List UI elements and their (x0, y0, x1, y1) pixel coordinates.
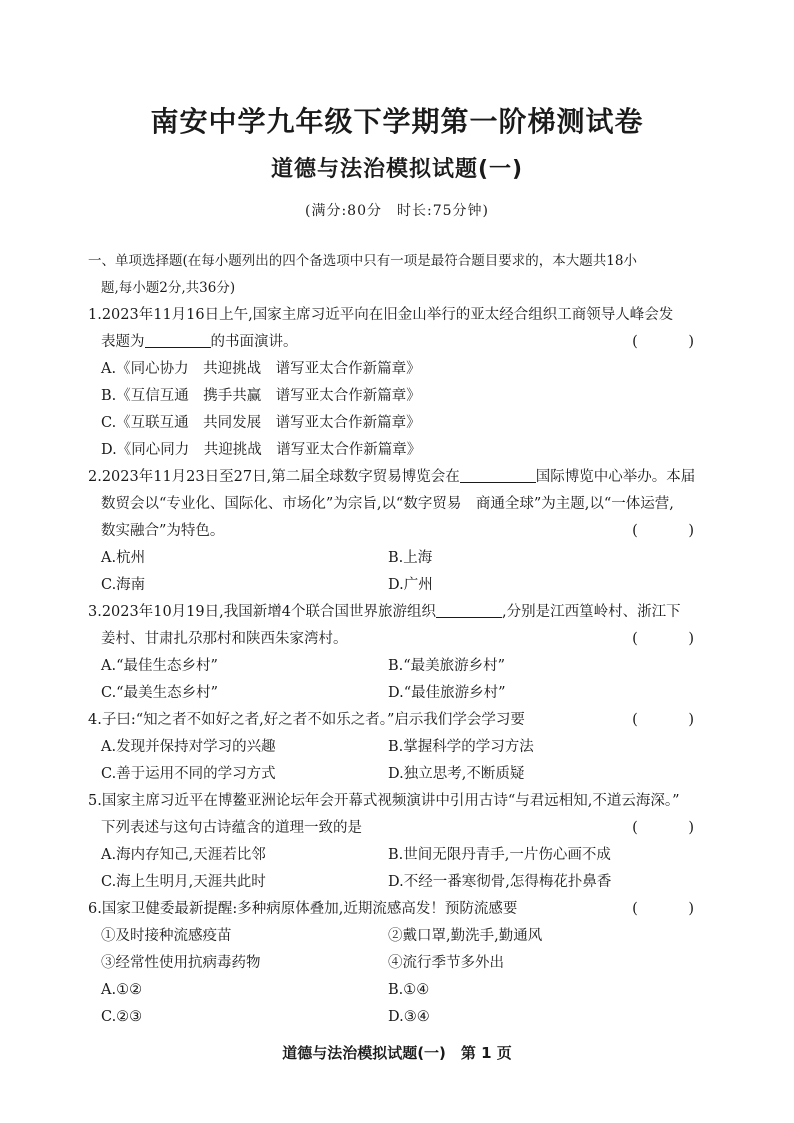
q6-items-row1 (88, 923, 728, 950)
q5-option-b: B.世间无限丹青手,一片伤心画不成 (388, 847, 611, 863)
q3-option-b: B.“最美旅游乡村” (388, 658, 506, 674)
q1-answer-paren: ( ) (632, 334, 712, 350)
q2-stem: 2.2023年11月23日至27日,第二届全球数字贸易博览会在 国际博览中心举办。本届 (88, 464, 728, 491)
q4-option-c: C.善于运用不同的学习方式 (101, 766, 276, 782)
q4-options-row2 (88, 761, 728, 788)
q2-option-a: A.杭州 (101, 550, 146, 566)
q1-option-a: A.《同心协力 共迎挑战 谱写亚太合作新篇章》 (101, 361, 421, 377)
page-title: 南安中学九年级下学期第一阶梯测试卷 (150, 105, 644, 138)
q6-answer-paren: ( ) (632, 901, 712, 917)
q5-answer-paren: ( ) (632, 820, 712, 836)
q3-option-c: C.“最美生态乡村” (101, 685, 219, 701)
q3-stem: 3.2023年10月19日,我国新增4个联合国世界旅游组织 ,分别是江西篁岭村、浙江下 (88, 599, 728, 626)
page-footer: 道德与法治模拟试题(一) 第 1 页 (282, 1044, 512, 1062)
q5-option-a: A.海内存知己,天涯若比邻 (101, 847, 266, 863)
q4-options-row1 (88, 734, 728, 761)
q1-stem: 1.2023年11月16日上午,国家主席习近平向在旧金山举行的亚太经合组织工商领导人峰会发 (88, 307, 674, 323)
q6-options-row1 (88, 977, 728, 1004)
q3-option-d: D.“最佳旅游乡村” (388, 685, 506, 701)
q1-option-c: C.《互联互通 共同发展 谱写亚太合作新篇章》 (101, 415, 421, 431)
q5-options-row1 (88, 842, 728, 869)
q1-option-d: D.《同心同力 共迎挑战 谱写亚太合作新篇章》 (101, 442, 422, 458)
q6-item-2: ②戴口罩,勤洗手,勤通风 (388, 928, 543, 944)
q4-option-b: B.掌握科学的学习方法 (388, 739, 534, 755)
section-heading-cont: 题,每小题2分,共36分) (101, 280, 236, 296)
q3-blank (436, 601, 502, 618)
q2-option-d: D.广州 (388, 577, 433, 593)
q4-option-a: A.发现并保持对学习的兴趣 (101, 739, 276, 755)
q3-answer-paren: ( ) (632, 631, 712, 647)
q5-option-d: D.不经一番寒彻骨,怎得梅花扑鼻香 (388, 874, 612, 890)
q5-stem: 5.国家主席习近平在博鳌亚洲论坛年会开幕式视频演讲中引用古诗“与君远相知,不道云海深。” (88, 793, 680, 809)
q3-stem-cont: 姜村、甘肃扎尕那村和陕西朱家湾村。 ( ) (88, 626, 728, 653)
q1-option-b: B.《互信互通 携手共赢 谱写亚太合作新篇章》 (101, 388, 421, 404)
q1-blank (145, 331, 211, 348)
q5-option-c: C.海上生明月,天涯共此时 (101, 874, 266, 890)
exam-meta: (满分:80分 时长:75分钟) (305, 203, 489, 219)
q4-option-d: D.独立思考,不断质疑 (388, 766, 525, 782)
question-list (88, 248, 728, 1031)
q3-option-a: A.“最佳生态乡村” (101, 658, 218, 674)
q6-item-4: ④流行季节多外出 (388, 955, 504, 971)
q6-option-b: B.①④ (388, 982, 430, 998)
q2-options-row1 (88, 545, 728, 572)
q2-option-b: B.上海 (388, 550, 433, 566)
q6-stem: 6.国家卫健委最新提醒:多种病原体叠加,近期流感高发！预防流感要 ( ) (88, 896, 728, 923)
q3-options-row2 (88, 680, 728, 707)
q6-option-c: C.②③ (101, 1009, 143, 1025)
q6-option-a: A.①② (101, 982, 143, 998)
q1-stem-cont: 表题为 的书面演讲。 ( ) (88, 329, 728, 356)
q5-stem-cont: 下列表述与这句古诗蕴含的道理一致的是 ( ) (88, 815, 728, 842)
q6-item-1: ①及时接种流感疫苗 (101, 928, 232, 944)
q2-stem-cont: 数贸会以“专业化、国际化、市场化”为宗旨,以“数字贸易 商通全球”为主题,以“一体运营, (101, 496, 674, 512)
q6-item-3: ③经常性使用抗病毒药物 (101, 955, 261, 971)
q2-options-row2 (88, 572, 728, 599)
q2-blank (460, 466, 536, 483)
q3-options-row1 (88, 653, 728, 680)
page-subtitle: 道德与法治模拟试题(一) (270, 157, 524, 182)
q6-options-row2 (88, 1004, 728, 1031)
section-heading: 一、单项选择题(在每小题列出的四个备选项中只有一项是最符合题目要求的，本大题共18小 (88, 253, 637, 269)
q4-answer-paren: ( ) (632, 712, 712, 728)
q2-answer-paren: ( ) (632, 523, 712, 539)
q2-stem-cont2: 数实融合”为特色。 ( ) (88, 518, 728, 545)
q6-option-d: D.③④ (388, 1009, 430, 1025)
q4-stem: 4.子曰:“知之者不如好之者,好之者不如乐之者。”启示我们学会学习要 ( ) (88, 707, 728, 734)
q2-option-c: C.海南 (101, 577, 146, 593)
q6-items-row2 (88, 950, 728, 977)
q5-options-row2 (88, 869, 728, 896)
